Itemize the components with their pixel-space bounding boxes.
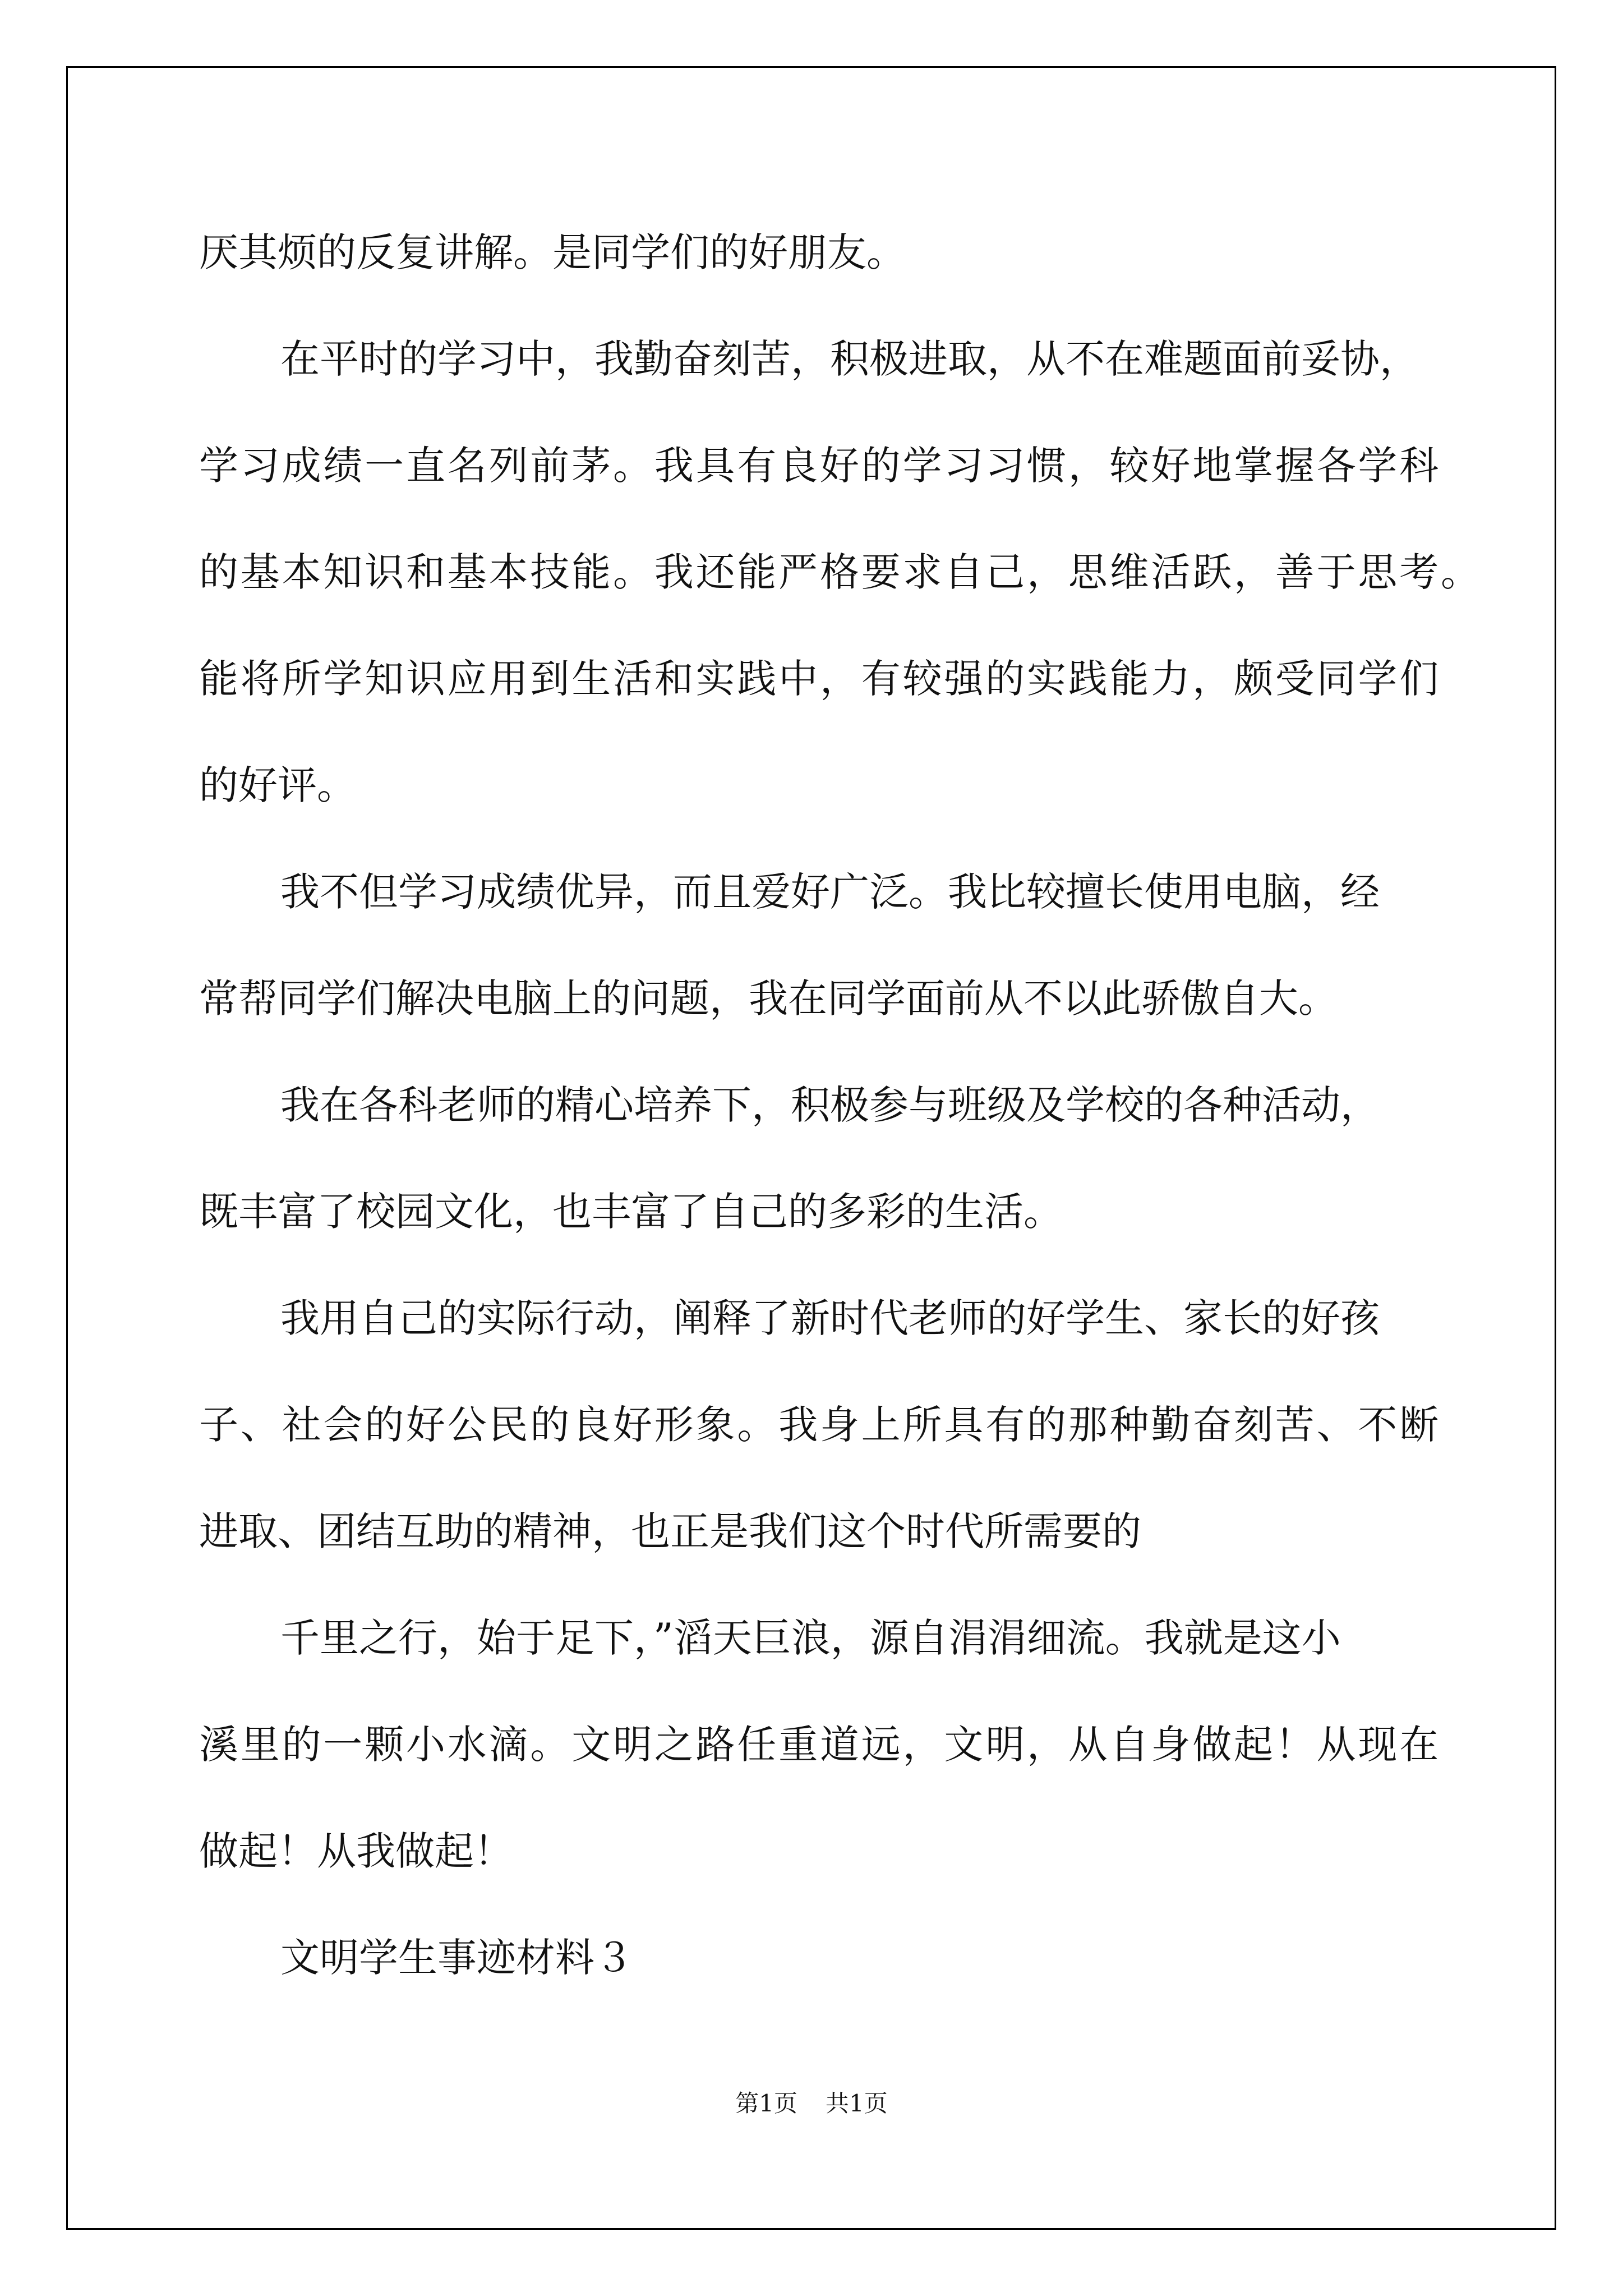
paragraph-line: 进取、团结互助的精神，也正是我们这个时代所需要的 [199, 1508, 1141, 1554]
paragraph-line: 溪里的一颗小水滴。文明之路任重道远，文明，从自身做起！从现在 [199, 1722, 1441, 1768]
paragraph-line: 我不但学习成绩优异，而且爱好广泛。我比较擅长使用电脑，经 [280, 869, 1380, 915]
paragraph-line: 我用自己的实际行动，阐释了新时代老师的好学生、家长的好孩 [280, 1295, 1380, 1341]
paragraph-line: 常帮同学们解决电脑上的问题，我在同学面前从不以此骄傲自大。 [199, 976, 1338, 1022]
section-heading: 文明学生事迹材料３ [280, 1935, 634, 1981]
paragraph-line: 子、社会的好公民的良好形象。我身上所具有的那种勤奋刻苦、不断 [199, 1402, 1441, 1448]
paragraph-line: 千里之行，始于足下，”滔天巨浪，源自涓涓细流。我就是这小 [280, 1615, 1341, 1661]
paragraph-line: 的好评。 [199, 762, 356, 808]
paragraph-line: 学习成绩一直名列前茅。我具有良好的学习习惯，较好地掌握各学科 [199, 443, 1441, 489]
paragraph-line: 我在各科老师的精心培养下，积极参与班级及学校的各种活动， [280, 1082, 1380, 1128]
paragraph-line: 做起！从我做起！ [199, 1828, 513, 1874]
paragraph-line: 厌其烦的反复讲解。是同学们的好朋友。 [199, 229, 906, 275]
paragraph-line: 能将所学知识应用到生活和实践中，有较强的实践能力，颇受同学们 [199, 656, 1441, 702]
page-footer [0, 2087, 1623, 2120]
page-number-current: 第1页 [735, 2090, 797, 2117]
paragraph-line: 的基本知识和基本技能。我还能严格要求自己，思维活跃，善于思考。 [199, 549, 1482, 595]
page-number-total: 共1页 [826, 2090, 888, 2117]
paragraph-line: 既丰富了校园文化，也丰富了自己的多彩的生活。 [199, 1189, 1063, 1235]
paragraph-line: 在平时的学习中，我勤奋刻苦，积极进取，从不在难题面前妥协， [280, 336, 1419, 382]
page-frame [66, 66, 1556, 2230]
